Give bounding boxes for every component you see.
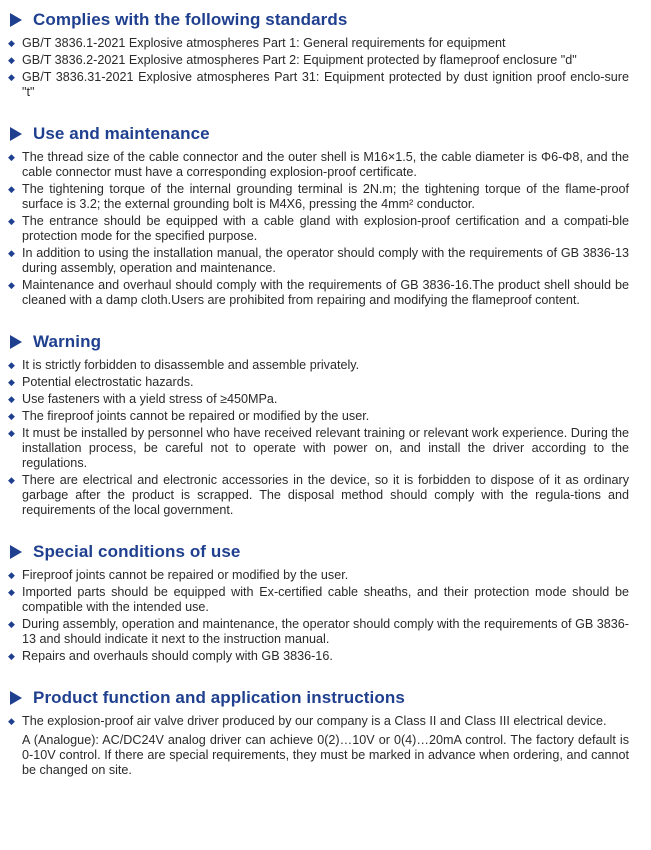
diamond-bullet-icon: ◆	[8, 55, 15, 65]
analogue-paragraph: A (Analogue): AC/DC24V analog driver can achieve 0(2)…10V or 0(4)…20mA control. The factory default is 0-10V control. If there are special requirements, they must be marked in advance when ordering, and cannot be changed on site.	[22, 733, 629, 777]
list-item-text: Use fasteners with a yield stress of ≥450MPa.	[22, 392, 278, 406]
bullet-list	[0, 150, 651, 308]
list-item-text: Potential electrostatic hazards.	[22, 375, 194, 389]
diamond-bullet-icon: ◆	[8, 377, 15, 387]
diamond-bullet-icon: ◆	[8, 152, 15, 162]
diamond-bullet-icon: ◆	[8, 587, 15, 597]
list-item	[0, 358, 651, 373]
bullet-list	[0, 358, 651, 518]
list-item	[0, 70, 651, 100]
list-item-text: The explosion-proof air valve driver produced by our company is a Class II and Class III electrical device.	[22, 714, 607, 728]
list-item	[0, 473, 651, 518]
section-warning	[0, 330, 651, 518]
diamond-bullet-icon: ◆	[8, 38, 15, 48]
section-heading	[10, 540, 651, 564]
list-item	[0, 375, 651, 390]
list-item	[0, 568, 651, 583]
section-special-conditions	[0, 540, 651, 664]
list-item	[0, 246, 651, 276]
list-item-text: Repairs and overhauls should comply with GB 3836-16.	[22, 649, 333, 663]
diamond-bullet-icon: ◆	[8, 411, 15, 421]
list-item-text: In addition to using the installation manual, the operator should comply with the requirements of GB 3836-13 during assembly, operation and maintenance.	[22, 246, 629, 275]
list-item-text: During assembly, operation and maintenance, the operator should comply with the requirements of GB 3836-13 and should indicate it next to the instruction manual.	[22, 617, 629, 646]
list-item	[0, 278, 651, 308]
list-item	[0, 36, 651, 51]
diamond-bullet-icon: ◆	[8, 570, 15, 580]
diamond-bullet-icon: ◆	[8, 72, 15, 82]
list-item-text: The fireproof joints cannot be repaired or modified by the user.	[22, 409, 370, 423]
section-title: Use and maintenance	[33, 124, 210, 143]
list-item-text: The thread size of the cable connector and the outer shell is M16×1.5, the cable diameter is Φ6-Φ8, and the cable connector must have a corresponding explosion-proof certificate.	[22, 150, 629, 179]
list-item	[0, 617, 651, 647]
triangle-right-icon	[10, 545, 22, 559]
section-standards	[0, 8, 651, 100]
list-item-text: GB/T 3836.31-2021 Explosive atmospheres Part 31: Equipment protected by dust ignition proof enclo-sure "t"	[22, 70, 629, 99]
section-use-maintenance	[0, 122, 651, 308]
diamond-bullet-icon: ◆	[8, 475, 15, 485]
list-item-text: The entrance should be equipped with a cable gland with explosion-proof certification and a compati-ble protection mode for the specified purpose.	[22, 214, 629, 243]
list-item	[0, 714, 651, 729]
section-title: Complies with the following standards	[33, 10, 348, 29]
section-heading	[10, 122, 651, 146]
diamond-bullet-icon: ◆	[8, 216, 15, 226]
triangle-right-icon	[10, 335, 22, 349]
list-item	[0, 409, 651, 424]
bullet-list	[0, 36, 651, 100]
list-item	[0, 150, 651, 180]
bullet-list	[0, 714, 651, 729]
diamond-bullet-icon: ◆	[8, 651, 15, 661]
triangle-right-icon	[10, 691, 22, 705]
list-item-text: Imported parts should be equipped with Ex-certified cable sheaths, and their protection mode should be compatible with the intended use.	[22, 585, 629, 614]
list-item	[0, 426, 651, 471]
section-title: Warning	[33, 332, 102, 351]
section-title: Product function and application instructions	[33, 688, 405, 707]
list-item-text: Maintenance and overhaul should comply with the requirements of GB 3836-16.The product shell should be cleaned with a damp cloth.Users are prohibited from repairing and modifying the flameproof content.	[22, 278, 629, 307]
section-heading	[10, 330, 651, 354]
list-item	[0, 392, 651, 407]
list-item	[0, 649, 651, 664]
list-item-text: GB/T 3836.1-2021 Explosive atmospheres Part 1: General requirements for equipment	[22, 36, 506, 50]
diamond-bullet-icon: ◆	[8, 248, 15, 258]
triangle-right-icon	[10, 127, 22, 141]
diamond-bullet-icon: ◆	[8, 280, 15, 290]
triangle-right-icon	[10, 13, 22, 27]
diamond-bullet-icon: ◆	[8, 619, 15, 629]
list-item-text: There are electrical and electronic accessories in the device, so it is forbidden to dispose of it as ordinary garbage after the product is scrapped. The disposal method should comply with the regula-tions and requirements of the local government.	[22, 473, 629, 517]
section-heading	[10, 8, 651, 32]
list-item-text: It is strictly forbidden to disassemble and assemble privately.	[22, 358, 360, 372]
list-item-text: GB/T 3836.2-2021 Explosive atmospheres Part 2: Equipment protected by flameproof enclosure "d"	[22, 53, 577, 67]
list-item-text: It must be installed by personnel who have received relevant training or relevant work experience. During the installation process, be careful not to operate with power on, and install the driver according to the regulations.	[22, 426, 629, 470]
list-item-text: Fireproof joints cannot be repaired or modified by the user.	[22, 568, 349, 582]
section-title: Special conditions of use	[33, 542, 241, 561]
bullet-list	[0, 568, 651, 664]
diamond-bullet-icon: ◆	[8, 360, 15, 370]
diamond-bullet-icon: ◆	[8, 394, 15, 404]
list-item	[0, 585, 651, 615]
list-item	[0, 214, 651, 244]
section-product-function	[0, 686, 651, 778]
list-item	[0, 53, 651, 68]
diamond-bullet-icon: ◆	[8, 716, 15, 726]
list-item	[0, 182, 651, 212]
diamond-bullet-icon: ◆	[8, 184, 15, 194]
section-heading	[10, 686, 651, 710]
diamond-bullet-icon: ◆	[8, 428, 15, 438]
list-item-text: The tightening torque of the internal grounding terminal is 2N.m; the tightening torque of the flame-proof surface is 3.2; the external grounding bolt is M4X6, pressing the 4mm² conductor.	[22, 182, 629, 211]
